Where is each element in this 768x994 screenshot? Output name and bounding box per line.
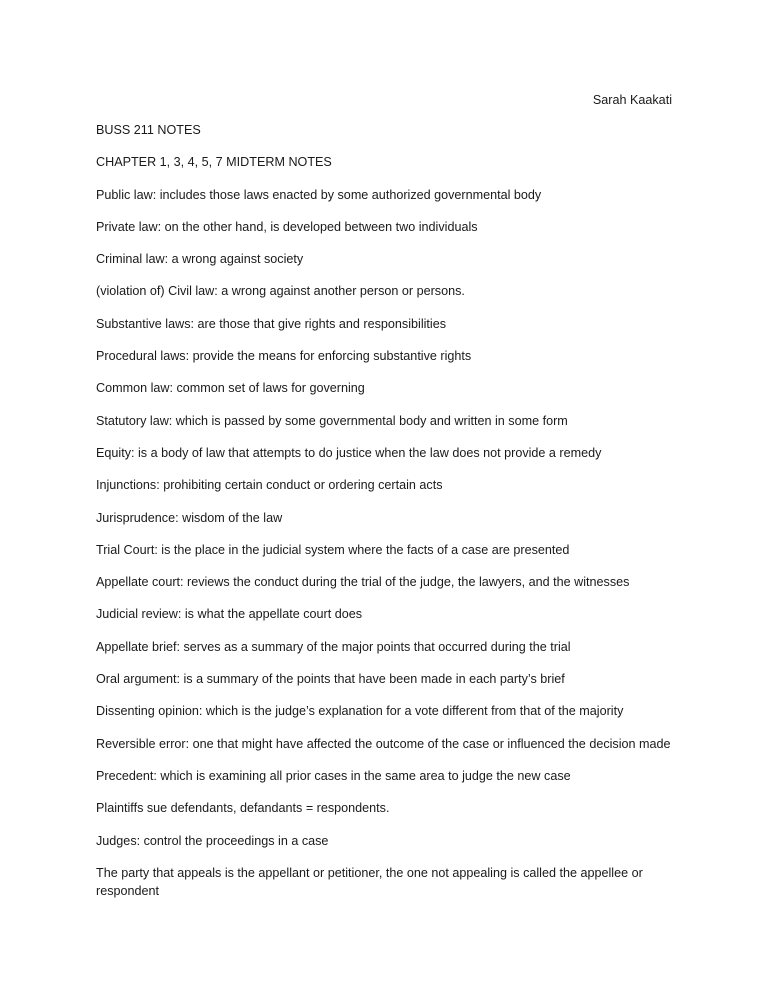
note-line: Statutory law: which is passed by some governmental body and written in some form <box>96 413 568 428</box>
author-name: Sarah Kaakati <box>592 93 672 107</box>
note-line: Appellate brief: serves as a summary of the major points that occurred during the trial <box>96 639 571 654</box>
note-line: Judicial review: is what the appellate court does <box>96 607 363 622</box>
note-line: Precedent: which is examining all prior cases in the same area to judge the new case <box>96 768 571 783</box>
note-line: Procedural laws: provide the means for enforcing substantive rights <box>96 349 472 364</box>
note-line: Trial Court: is the place in the judicial system where the facts of a case are presented <box>96 542 570 557</box>
note-line: Public law: includes those laws enacted by some authorized governmental body <box>96 187 542 202</box>
note-line: (violation of) Civil law: a wrong against another person or persons. <box>96 284 465 299</box>
note-line: The party that appeals is the appellant or petitioner, the one not appealing is called the appellee or respondent <box>96 865 643 898</box>
note-line: Jurisprudence: wisdom of the law <box>96 510 283 525</box>
note-line: Private law: on the other hand, is developed between two individuals <box>96 219 478 234</box>
note-line: Oral argument: is a summary of the points that have been made in each party’s brief <box>96 672 565 687</box>
notes-heading: CHAPTER 1, 3, 4, 5, 7 MIDTERM NOTES <box>96 155 332 170</box>
note-line: Dissenting opinion: which is the judge’s explanation for a vote different from that of the majority <box>96 704 624 719</box>
note-line: Substantive laws: are those that give rights and responsibilities <box>96 316 447 331</box>
note-line: Appellate court: reviews the conduct during the trial of the judge, the lawyers, and the witnesses <box>96 575 630 590</box>
note-line: Equity: is a body of law that attempts to do justice when the law does not provide a remedy <box>96 445 602 460</box>
note-line: Reversible error: one that might have affected the outcome of the case or influenced the decision made <box>96 736 671 751</box>
note-line: Common law: common set of laws for governing <box>96 381 365 396</box>
note-line: Criminal law: a wrong against society <box>96 252 304 267</box>
note-line: Plaintiffs sue defendants, defandants = respondents. <box>96 801 390 816</box>
note-line: Judges: control the proceedings in a case <box>96 833 329 848</box>
course-title: BUSS 211 NOTES <box>96 123 201 137</box>
document-body <box>96 121 676 914</box>
note-line: Injunctions: prohibiting certain conduct or ordering certain acts <box>96 478 443 493</box>
